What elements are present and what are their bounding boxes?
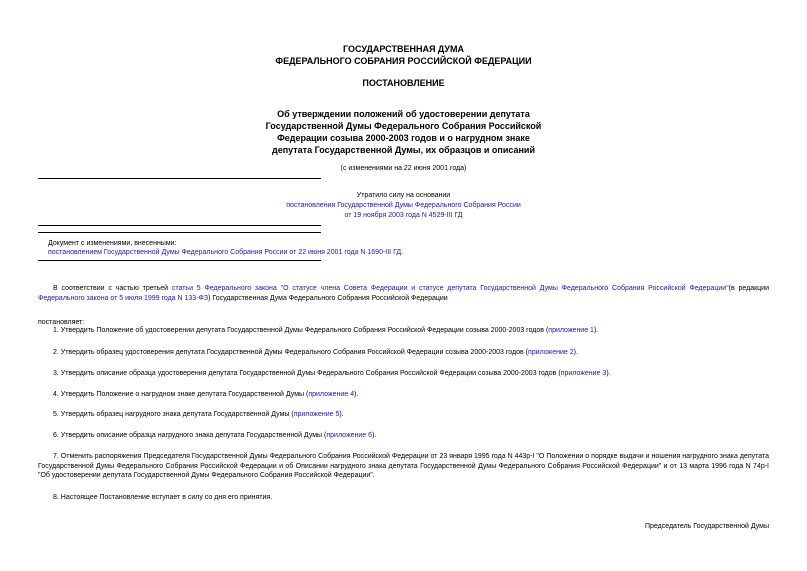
list-item: 4. Утвердить Положение о нагрудном знаке депутата Государственной Думы (приложение 4).	[53, 391, 359, 398]
divider	[38, 225, 321, 226]
appendix-3-link[interactable]: приложение 3	[560, 370, 607, 377]
status-link-date[interactable]: от 19 ноября 2003 года N 4529-III ГД	[344, 212, 463, 219]
law-amendment-link[interactable]: Федерального закона от 5 июля 1999 года N 133-ФЗ	[38, 294, 209, 302]
list-item: 3. Утвердить описание образца удостоверения депутата Государственной Думы Федерального Собрания Российской Федерации созыва 2000-2003 годов (приложение 3).	[53, 370, 611, 377]
amendments-label: Документ с изменениями, внесенными:	[48, 240, 177, 247]
amendments-link[interactable]: постановлением Государственной Думы Федерального Собрания России от 22 июня 2001 года N 1690-III ГД.	[48, 249, 404, 256]
list-item: 5. Утвердить образец нагрудного знака депутата Государственной Думы (приложение 5).	[53, 411, 344, 418]
title-line-3: Федерации созыва 2000-2003 годов и о нагрудном знаке	[277, 133, 530, 143]
title-line-1: Об утверждении положений об удостоверении депутата	[277, 109, 530, 119]
title-line-4: депутата Государственной Думы, их образцов и описаний	[272, 145, 535, 155]
list-item: 1. Утвердить Положение об удостоверении депутата Государственной Думы Федерального Собрания Российской Федерации созыва 2000-2003 годов (приложение 1).	[53, 327, 599, 334]
document-type: ПОСТАНОВЛЕНИЕ	[362, 78, 445, 88]
preamble: В соответствии с частью третьей статьи 5 Федерального закона "О статусе члена Совета Федерации и статусе депутата Государственной Думы Федерального Собрания Российской Федерации"(в редакции Федерального закона от 5 июля 1999 года N 133-ФЗ) Государственная Дума Федерального Собрания Российской Федерации	[38, 285, 769, 302]
appendix-2-link[interactable]: приложение 2	[527, 349, 574, 356]
divider	[38, 260, 321, 261]
law-article-link[interactable]: статьи 5 Федерального закона "О статусе члена Совета Федерации и статусе депутата Государственной Думы Федерального Собрания Российской Федерации"	[171, 285, 729, 292]
list-item-8: 8. Настоящее Постановление вступает в силу со дня его принятия.	[53, 494, 273, 501]
status-line-1: Утратило силу на основании	[356, 192, 451, 199]
divider	[38, 178, 321, 179]
appendix-6-link[interactable]: приложение 6	[326, 432, 373, 439]
appendix-4-link[interactable]: приложение 4	[308, 391, 354, 398]
list-item-7: 7. Отменить распоряжения Председателя Государственной Думы Федерального Собрания Российской Федерации от 23 января 1995 года N 443р-I "О Положении о порядке выдачи и ношения нагрудного знака депутата Государственной Думы Федерального Собрания Российской Федерации и об Описании нагрудного знака депутата Государственной Думы Федерального Собрания Российской Федерации" и от 13 марта 1996 года N 74р-I "Об удостоверении депутата Государственной Думы Федерального Собрания Российской Федерации".	[38, 453, 769, 480]
list-item: 2. Утвердить образец удостоверения депутата Государственной Думы Федерального Собрания Российской Федерации созыва 2000-2003 годов (приложение 2).	[53, 349, 578, 356]
signature: Председатель Государственной Думы	[644, 523, 769, 530]
resolves-label: постановляет:	[38, 319, 85, 326]
changes-note: (с изменениями на 22 июня 2001 года)	[340, 165, 467, 172]
title-line-2: Государственной Думы Федерального Собрания Российской	[265, 121, 542, 131]
appendix-5-link[interactable]: приложение 5	[293, 411, 340, 418]
list-item: 6. Утвердить описание образца нагрудного знака депутата Государственной Думы (приложение 6).	[53, 432, 377, 439]
issuer-line-1: ГОСУДАРСТВЕННАЯ ДУМА	[342, 44, 465, 54]
appendix-1-link[interactable]: приложение 1	[548, 327, 594, 334]
status-link-line-2[interactable]: постановления Государственной Думы Федерального Собрания России	[286, 202, 521, 209]
status-link[interactable]	[0, 201, 807, 210]
issuer-line-2: ФЕДЕРАЛЬНОГО СОБРАНИЯ РОССИЙСКОЙ ФЕДЕРАЦИИ	[275, 56, 532, 66]
divider	[38, 232, 321, 233]
